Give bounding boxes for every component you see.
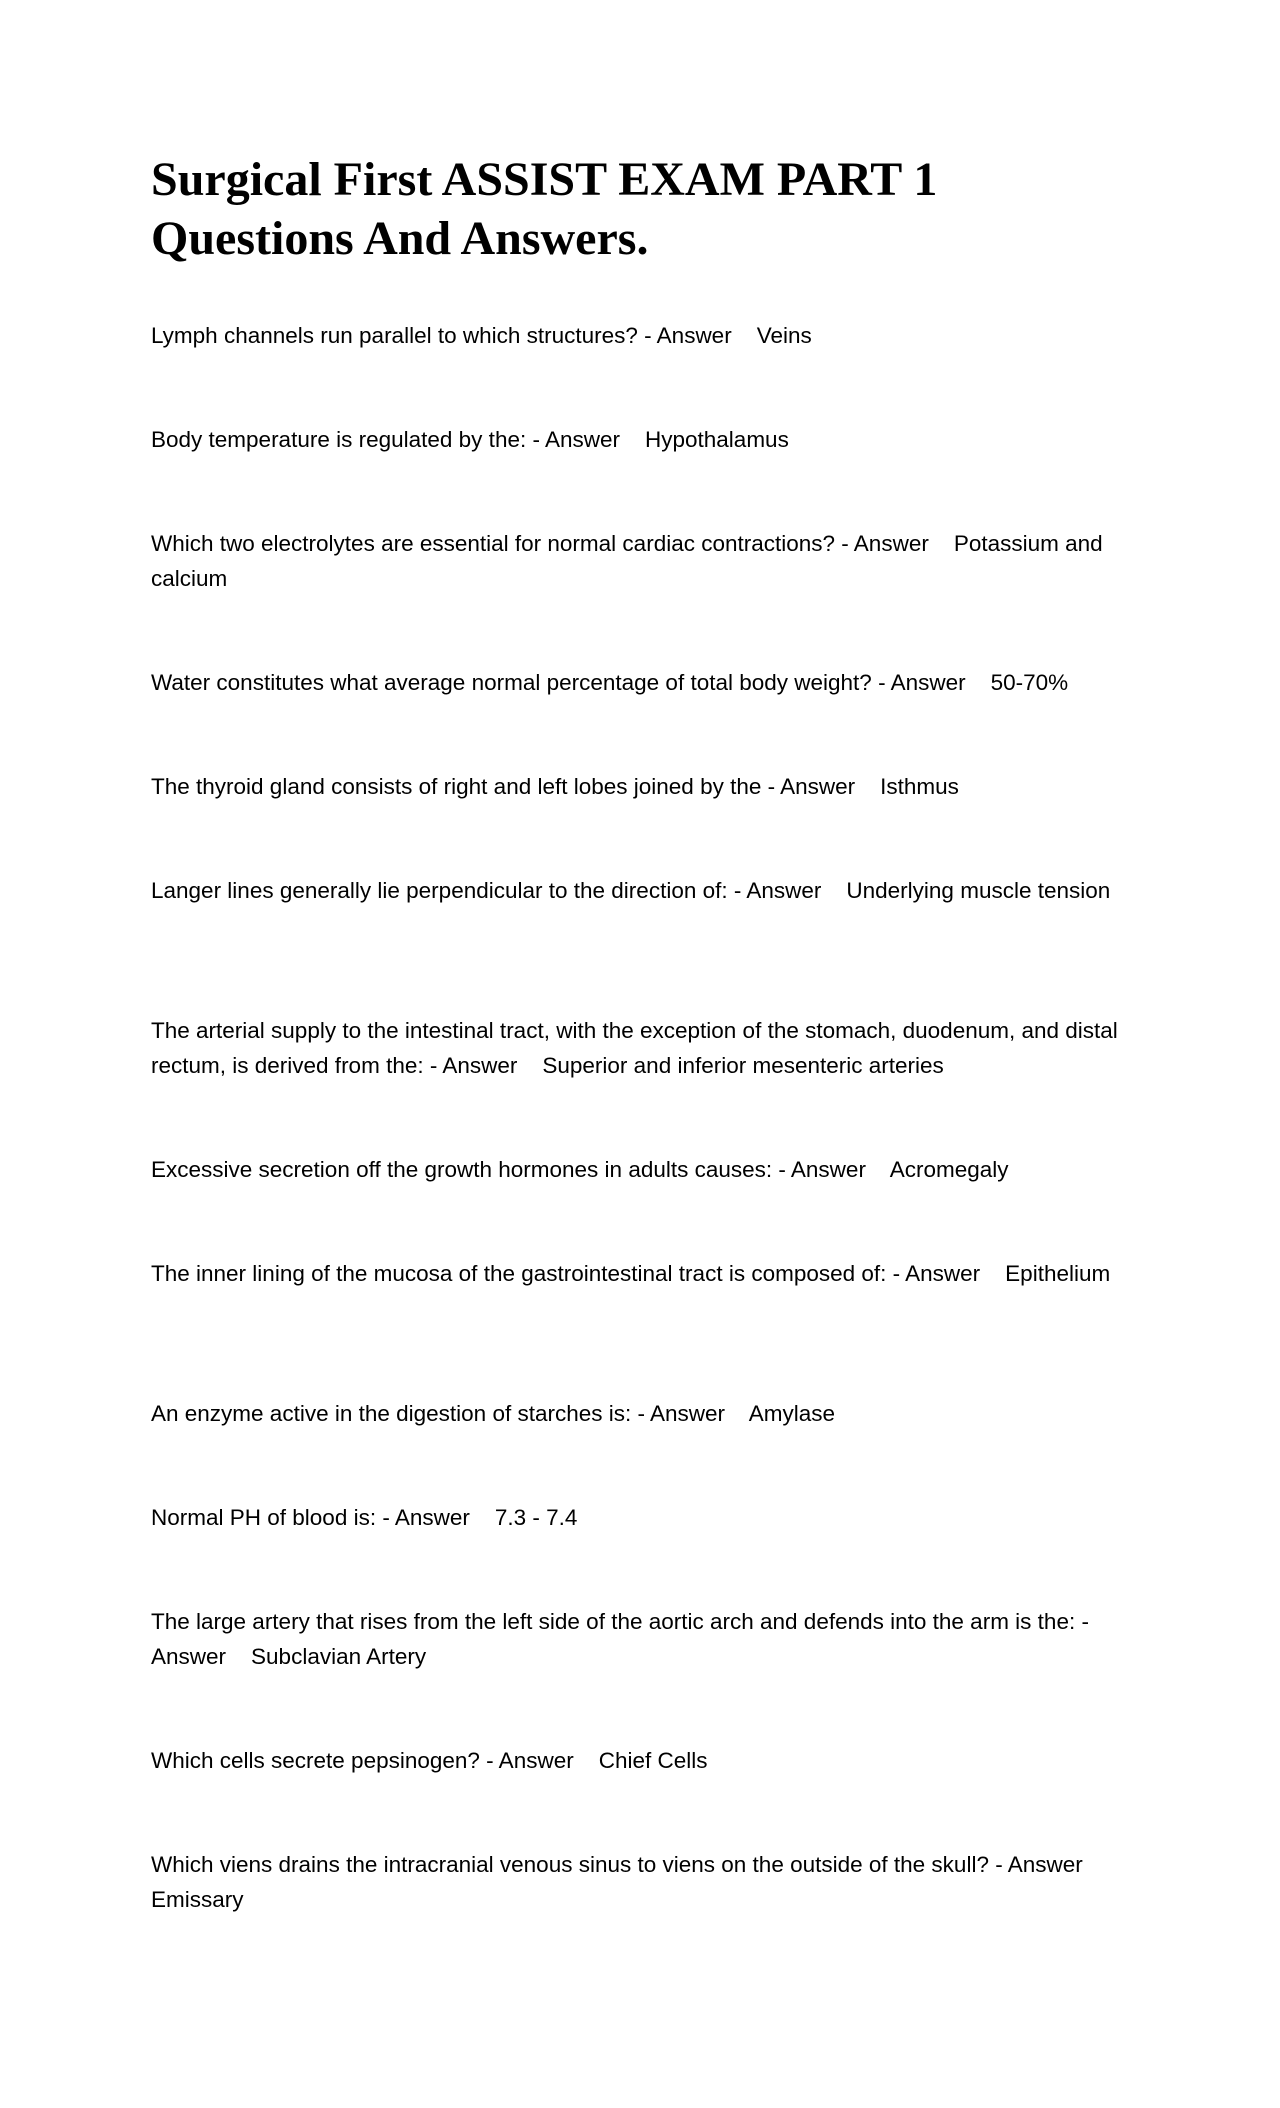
qa-item: The arterial supply to the intestinal tract, with the exception of the stomach, duodenum, and distal rectum, is derived from the: - Answer Superior and inferior mesenteric arteries bbox=[151, 1018, 1125, 1078]
qa-item: Which viens drains the intracranial venous sinus to viens on the outside of the skull? - Answer Emissary bbox=[151, 1852, 1108, 1912]
qa-item: The thyroid gland consists of right and left lobes joined by the - Answer Isthmus bbox=[151, 774, 959, 799]
qa-item: Body temperature is regulated by the: - Answer Hypothalamus bbox=[151, 427, 789, 452]
qa-item: The inner lining of the mucosa of the gastrointestinal tract is composed of: - Answer Epithelium bbox=[151, 1261, 1111, 1286]
qa-item: Normal PH of blood is: - Answer 7.3 - 7.4 bbox=[151, 1505, 578, 1530]
qa-item: Langer lines generally lie perpendicular to the direction of: - Answer Underlying muscle tension bbox=[151, 878, 1111, 903]
qa-item: An enzyme active in the digestion of starches is: - Answer Amylase bbox=[151, 1401, 836, 1426]
qa-item: Excessive secretion off the growth hormones in adults causes: - Answer Acromegaly bbox=[151, 1157, 1009, 1182]
qa-item: Which cells secrete pepsinogen? - Answer Chief Cells bbox=[151, 1748, 708, 1773]
qa-item: Which two electrolytes are essential for normal cardiac contractions? - Answer Potassium and calcium bbox=[151, 531, 1109, 591]
document-title: Surgical First ASSIST EXAM PART 1 Questions And Answers. bbox=[151, 153, 938, 265]
qa-item: The large artery that rises from the left side of the aortic arch and defends into the arm is the: - Answer Subclavian Artery bbox=[151, 1609, 1094, 1669]
qa-item: Lymph channels run parallel to which structures? - Answer Veins bbox=[151, 323, 812, 348]
qa-item: Water constitutes what average normal percentage of total body weight? - Answer 50-70% bbox=[151, 670, 1069, 695]
